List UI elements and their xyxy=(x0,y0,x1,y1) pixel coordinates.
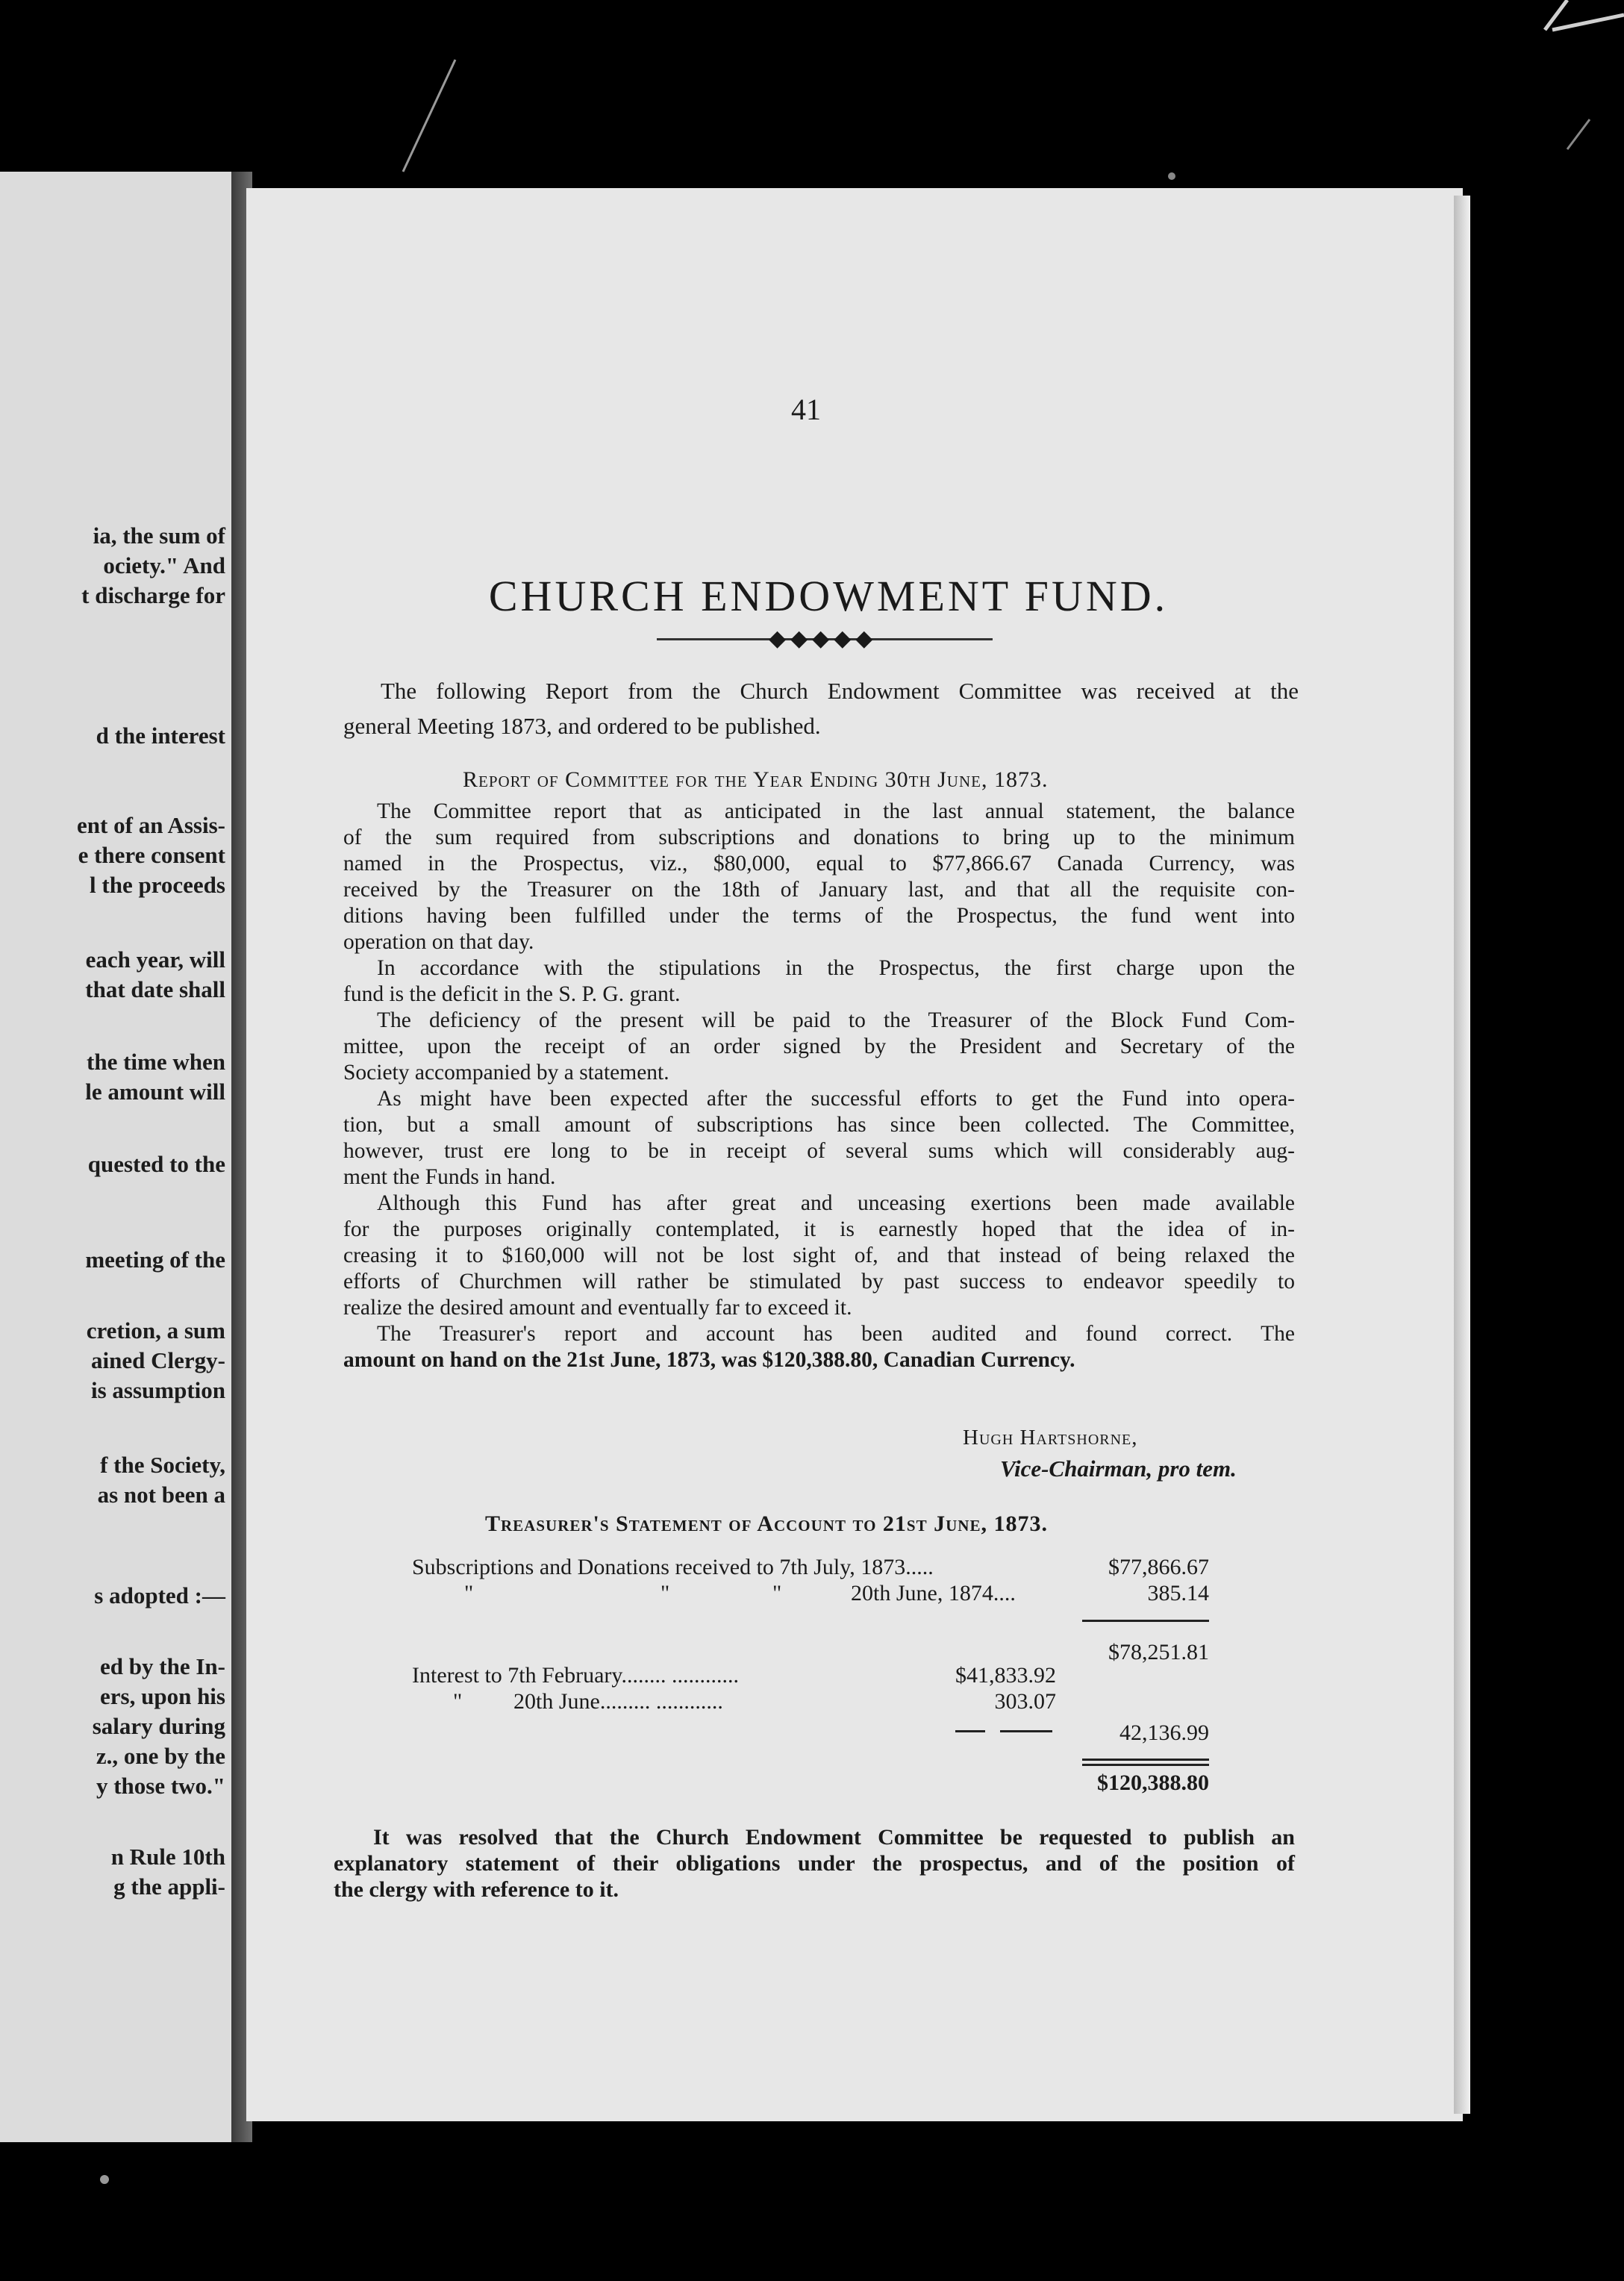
left-page-line: cretion, a sum xyxy=(86,1317,225,1344)
left-page-line: z., one by the xyxy=(96,1743,225,1769)
body-line: The Committee report that as anticipated in the last annual statement, the balance xyxy=(377,799,1295,823)
scratch xyxy=(1545,0,1624,30)
left-page-line: d the interest xyxy=(96,723,225,749)
left-page-line: l the proceeds xyxy=(90,872,225,898)
intro-line: general Meeting 1873, and ordered to be published. xyxy=(343,713,821,739)
ditto-mark: " xyxy=(660,1581,670,1606)
left-page-line: ia, the sum of xyxy=(93,522,225,549)
body-line: fund is the deficit in the S. P. G. grant. xyxy=(343,982,681,1006)
statement-amount: $41,833.92 xyxy=(955,1663,1056,1688)
left-page-line: ed by the In- xyxy=(100,1653,225,1679)
statement-row-label: 20th June, 1874.... xyxy=(851,1581,1016,1606)
body-line: ment the Funds in hand. xyxy=(343,1165,556,1189)
closing-line: the clergy with reference to it. xyxy=(334,1877,619,1902)
signatory-name: Hugh Hartshorne, xyxy=(963,1426,1138,1450)
body-line: named in the Prospectus, viz., $80,000, equal to $77,866.67 Canada Currency, was xyxy=(343,852,1295,876)
left-page-line: meeting of the xyxy=(85,1246,225,1273)
left-page-line: g the appli- xyxy=(113,1873,225,1900)
closing-line: It was resolved that the Church Endowment Committee be requested to publish an xyxy=(373,1825,1295,1850)
body-line: realize the desired amount and eventually far to exceed it. xyxy=(343,1296,852,1320)
body-line: As might have been expected after the successful efforts to get the Fund into opera- xyxy=(377,1087,1295,1111)
sum-rule xyxy=(1082,1764,1209,1766)
body-line: creasing it to $160,000 will not be lost sight of, and that instead of being relaxed the xyxy=(343,1244,1295,1267)
sum-rule xyxy=(1082,1759,1209,1761)
scratch xyxy=(1567,119,1590,149)
body-line: however, trust ere long to be in receipt of several sums which will considerably aug- xyxy=(343,1139,1295,1163)
statement-amount: 385.14 xyxy=(1147,1581,1209,1606)
previous-page-fragment xyxy=(0,172,231,2142)
statement-subtotal: 42,136.99 xyxy=(1119,1720,1209,1745)
left-page-line: f the Society, xyxy=(100,1452,225,1478)
left-page-line: that date shall xyxy=(85,976,225,1002)
left-page-line: s adopted :— xyxy=(94,1582,225,1608)
statement-row-label: Subscriptions and Donations received to 7th July, 1873..... xyxy=(412,1555,934,1579)
body-line: efforts of Churchmen will rather be stimulated by past success to endeavor speedily to xyxy=(343,1270,1295,1294)
document-title: CHURCH ENDOWMENT FUND. xyxy=(488,572,1169,620)
left-page-line: e there consent xyxy=(78,842,225,868)
left-page-line: ociety." And xyxy=(103,552,225,578)
body-line: operation on that day. xyxy=(343,930,534,954)
ditto-mark: " xyxy=(464,1581,474,1606)
intro-line: The following Report from the Church Endowment Committee was received at the xyxy=(381,678,1299,704)
sum-rule xyxy=(955,1730,985,1732)
sum-rule xyxy=(1082,1620,1209,1622)
statement-amount: 303.07 xyxy=(994,1689,1056,1714)
body-line: ditions having been fulfilled under the terms of the Prospectus, the fund went into xyxy=(343,904,1295,928)
left-page-line: quested to the xyxy=(87,1151,225,1177)
body-line: In accordance with the stipulations in the Prospectus, the first charge upon the xyxy=(377,956,1295,980)
left-page-line: t discharge for xyxy=(81,582,225,608)
left-page-line: ers, upon his xyxy=(100,1683,225,1709)
statement-row-label: Interest to 7th February........ ............ xyxy=(412,1663,739,1688)
body-line: amount on hand on the 21st June, 1873, was $120,388.80, Canadian Currency. xyxy=(343,1348,1075,1372)
statement-amount: $77,866.67 xyxy=(1108,1555,1209,1579)
statement-subtotal: $78,251.81 xyxy=(1108,1640,1209,1664)
statement-row-label: 20th June......... ............ xyxy=(513,1689,723,1714)
left-page-line: is assumption xyxy=(90,1377,225,1403)
body-line: for the purposes originally contemplated, it is earnestly hoped that the idea of in- xyxy=(343,1217,1295,1241)
body-line: mittee, upon the receipt of an order signed by the President and Secretary of the xyxy=(343,1035,1295,1058)
left-page-line: each year, will xyxy=(85,946,225,973)
closing-line: explanatory statement of their obligations under the prospectus, and of the position of xyxy=(334,1851,1295,1876)
ditto-mark: " xyxy=(453,1689,463,1714)
left-page-line: ained Clergy- xyxy=(91,1347,225,1373)
report-heading: Report of Committee for the Year Ending 30th June, 1873. xyxy=(463,767,1049,792)
left-page-line: ent of an Assis- xyxy=(77,812,225,838)
body-line: tion, but a small amount of subscriptions has since been collected. The Committee, xyxy=(343,1113,1295,1137)
body-line: Society accompanied by a statement. xyxy=(343,1061,669,1085)
scratch xyxy=(403,60,455,172)
page-edge xyxy=(1454,196,1470,2114)
left-page-line: n Rule 10th xyxy=(110,1844,225,1870)
left-page-line: le amount will xyxy=(85,1079,225,1105)
signatory-title: Vice-Chairman, pro tem. xyxy=(1000,1455,1237,1482)
body-line: received by the Treasurer on the 18th of January last, and that all the requisite con- xyxy=(343,878,1295,902)
speck xyxy=(100,2175,109,2184)
body-line: The deficiency of the present will be paid to the Treasurer of the Block Fund Com- xyxy=(377,1008,1295,1032)
left-page-line: salary during xyxy=(92,1713,225,1739)
sum-rule xyxy=(1000,1730,1052,1732)
left-page-line: the time when xyxy=(87,1049,225,1075)
body-line: Although this Fund has after great and unceasing exertions been made available xyxy=(377,1191,1295,1215)
body-line: The Treasurer's report and account has been audited and found correct. The xyxy=(377,1322,1295,1346)
speck xyxy=(1168,172,1175,180)
statement-heading: Treasurer's Statement of Account to 21st June, 1873. xyxy=(485,1511,1048,1536)
statement-grand-total: $120,388.80 xyxy=(1097,1770,1209,1795)
left-page-line: as not been a xyxy=(97,1482,225,1508)
left-page-line: y those two." xyxy=(96,1773,225,1799)
body-line: of the sum required from subscriptions and donations to bring up to the minimum xyxy=(343,826,1295,849)
title-ornament: ◆◆◆◆◆ xyxy=(769,626,878,651)
ditto-mark: " xyxy=(772,1581,782,1606)
page-number: 41 xyxy=(791,393,821,426)
